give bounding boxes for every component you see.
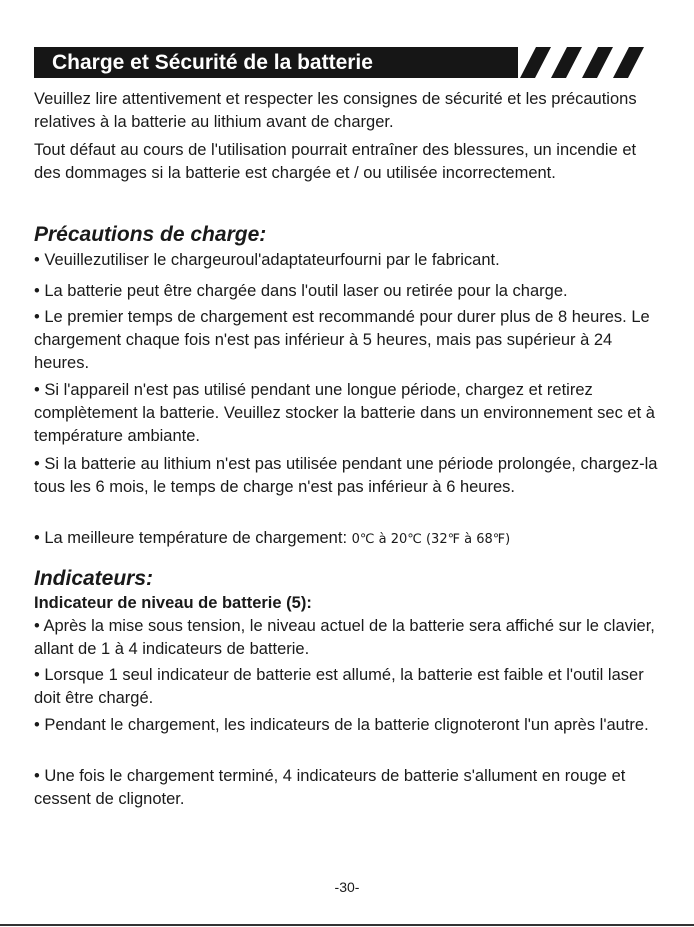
indicator-bullet: • Une fois le chargement terminé, 4 indicateurs de batterie s'allument en rouge et cessent de clignoter. — [34, 767, 626, 808]
page-number: -30- — [334, 879, 360, 895]
charging-temperature-line — [34, 527, 664, 551]
bottom-divider — [0, 924, 694, 926]
indicator-bullet: • Après la mise sous tension, le niveau actuel de la batterie sera affiché sur le clavier, allant de 1 à 4 indicateurs de batterie. — [34, 617, 655, 658]
charging-bullet: • Si l'appareil n'est pas utilisé pendant une longue période, chargez et retirez complètement la batterie. Veuillez stocker la batterie dans un environnement sec et à température ambiante. — [34, 381, 655, 445]
battery-level-indicator-heading: Indicateur de niveau de batterie (5): — [34, 594, 312, 612]
charging-bullet: • La batterie peut être chargée dans l'outil laser ou retirée pour la charge. — [34, 282, 568, 300]
indicator-bullet: • Lorsque 1 seul indicateur de batterie est allumé, la batterie est faible et l'outil laser doit être chargé. — [34, 666, 644, 707]
charging-bullet: • Si la batterie au lithium n'est pas utilisée pendant une période prolongée, chargez-la tous les 6 mois, le temps de charge n'est pas inférieur à 6 heures. — [34, 455, 658, 496]
warning-paragraph: Tout défaut au cours de l'utilisation pourrait entraîner des blessures, un incendie et des dommages si la batterie est chargée et / ou utilisée incorrectement. — [34, 141, 637, 182]
charging-precautions-heading: Précautions de charge: — [34, 223, 267, 246]
intro-paragraph: Veuillez lire attentivement et respecter les consignes de sécurité et les précautions relatives à la batterie au lithium avant de charger. — [34, 90, 637, 131]
indicator-bullet: • Pendant le chargement, les indicateurs de la batterie clignoteront l'un après l'autre. — [34, 716, 649, 734]
charging-bullet: • Le premier temps de chargement est recommandé pour durer plus de 8 heures. Le chargement chaque fois n'est pas inférieur à 5 heures, mais pas supérieur à 24 heures. — [34, 308, 650, 372]
section-title: Charge et Sécurité de la batterie — [52, 51, 373, 74]
charging-bullet: • Veuillezutiliser le chargeuroul'adaptateurfourni par le fabricant. — [34, 251, 500, 269]
temperature-range: 0℃ à 20℃ (32℉ à 68℉) — [351, 532, 511, 547]
section-header-banner — [34, 47, 518, 78]
temperature-label: • La meilleure température de chargement: — [34, 529, 352, 547]
decorative-stripes-icon — [520, 47, 646, 78]
indicators-heading: Indicateurs: — [34, 567, 154, 590]
